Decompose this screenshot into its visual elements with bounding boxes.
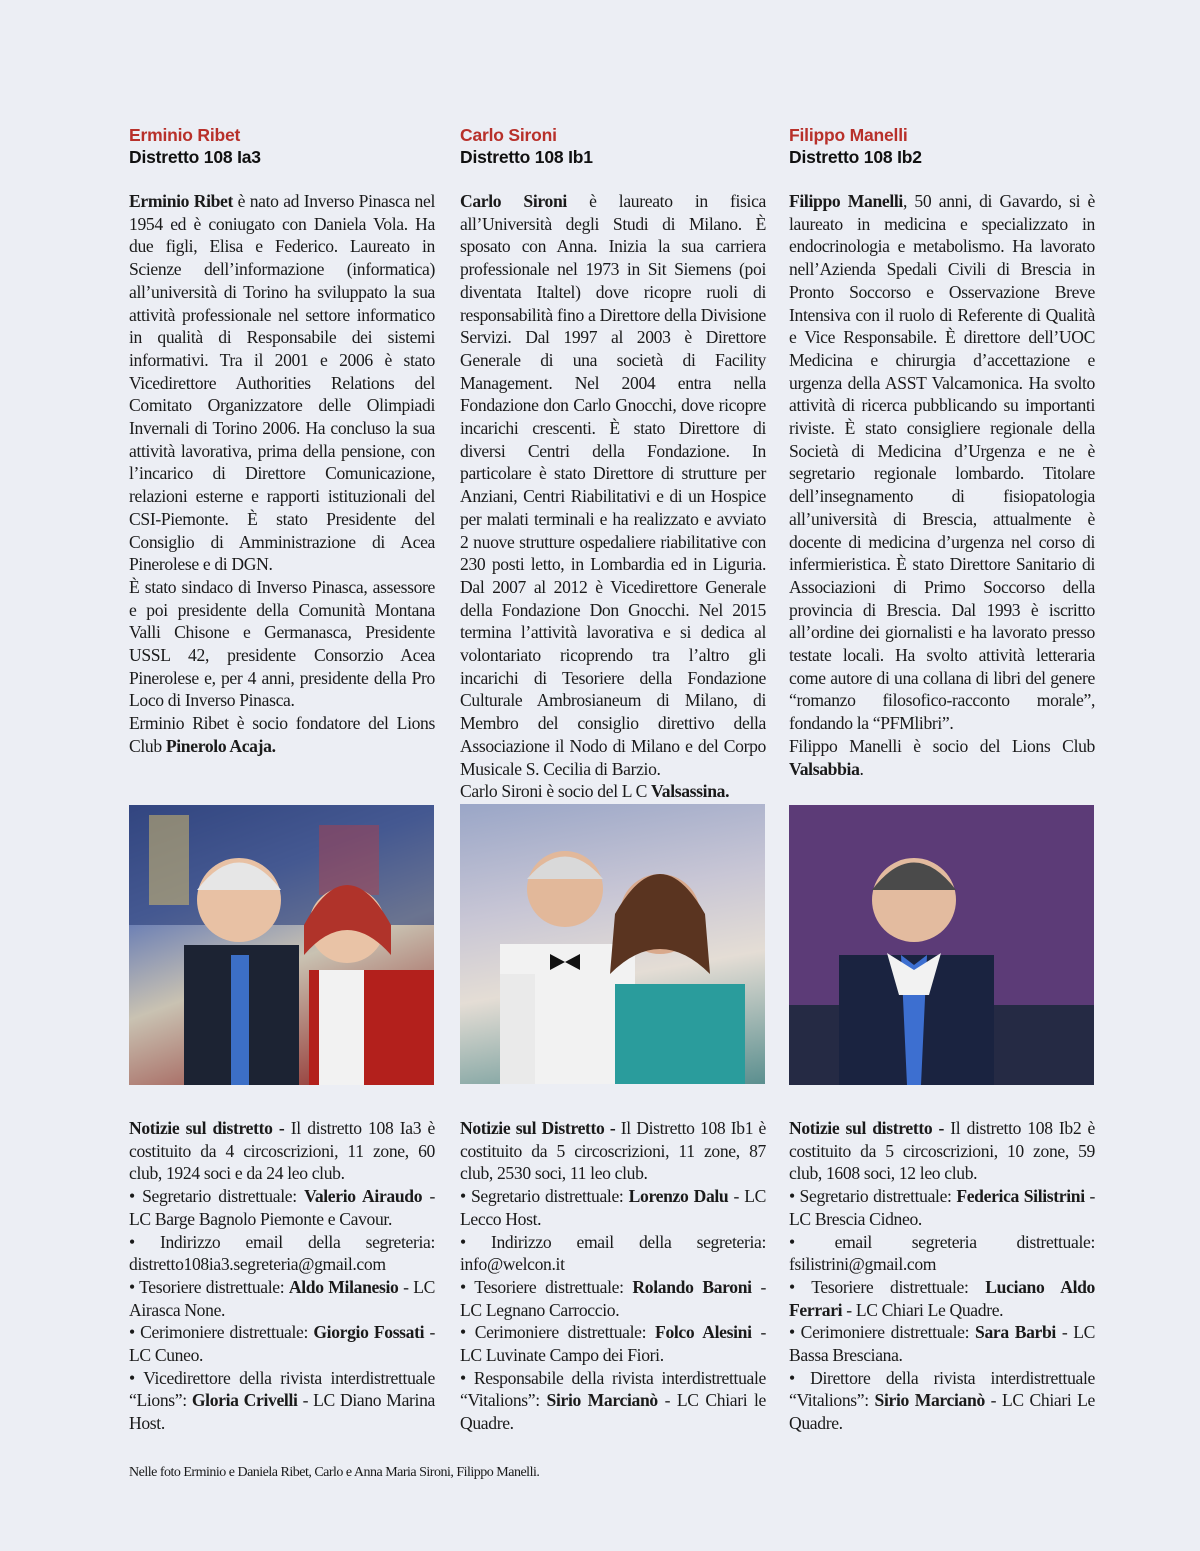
treasurer-label: • Tesoriere distrettuale: — [460, 1276, 633, 1297]
ceremony-label: • Cerimoniere distrettuale: — [460, 1322, 656, 1343]
district-notes-ia3 — [129, 1117, 435, 1435]
secretary-email: • email segreteria distrettuale: fsilistrini@gmail.com — [789, 1231, 1095, 1275]
notes-text: Il Distretto 108 Ib1 è costituito da 5 circoscrizioni, 11 zone, 87 club, 2530 soci, 11 leo club. — [460, 1118, 766, 1184]
magazine-label: • Responsabile della rivista interdistrettuale “Vitalions”: — [460, 1367, 766, 1411]
bio-club-pre: Erminio Ribet è socio fondatore del Lions Club — [129, 713, 435, 756]
magazine-label: • Vicedirettore della rivista interdistrettuale “Lions”: — [129, 1367, 435, 1411]
district-notes-ib2 — [789, 1117, 1095, 1435]
treasurer-label: • Tesoriere distrettuale: — [789, 1276, 986, 1297]
secretary-name: Lorenzo Dalu — [628, 1186, 729, 1207]
photo-illustration — [789, 805, 1094, 1085]
secretary-email: • Indirizzo email della segreteria: info@welcon.it — [460, 1231, 766, 1275]
bio-club-post: . — [859, 758, 864, 779]
notes-lead: Notizie sul distretto - — [789, 1118, 951, 1138]
biography — [789, 190, 1095, 780]
district-title: Distretto 108 Ib2 — [789, 147, 922, 167]
ceremony-club: - LC Cuneo. — [129, 1322, 436, 1366]
photo-carlo-anna-maria-sironi — [460, 804, 765, 1084]
person-name: Erminio Ribet — [129, 125, 241, 145]
notes-lead: Notizie sul Distretto - — [460, 1118, 621, 1138]
notes-text: Il distretto 108 Ib2 è costituito da 5 circoscrizioni, 10 zone, 59 club, 1608 soci, 12 leo club. — [789, 1118, 1095, 1184]
bio-text-2: È stato sindaco di Inverso Pinasca, assessore e poi presidente della Comunità Montana Valli Chisone e Germanasca, Presidente USSL 42, presidente Consorzio Acea Pinerolese e, per 4 anni, presidente della Pro Loco di Inverso Pinasca. — [129, 576, 435, 711]
photo-erminio-daniela-ribet — [129, 805, 434, 1085]
secretary-name: Federica Silistrini — [956, 1186, 1085, 1207]
bio-club: Pinerolo Acaja. — [165, 735, 276, 756]
secretary-label: • Segretario distrettuale: — [460, 1186, 629, 1207]
secretary-name: Valerio Airaudo — [304, 1186, 423, 1207]
treasurer-club: - LC Chiari Le Quadre. — [842, 1299, 1004, 1320]
district-title: Distretto 108 Ib1 — [460, 147, 593, 167]
secretary-club: - LC Brescia Cidneo. — [789, 1186, 1095, 1229]
secretary-club: - LC Lecco Host. — [460, 1186, 766, 1229]
bio-text: è laureato in fisica all’Università degli Studi di Milano. È sposato con Anna. Inizia la sua carriera professionale nel 1973 in Sit Siemens (poi diventata Italtel) dove ricopre ruoli di responsabilità fino a Direttore della Divisione Servizi. Dal 1997 al 2003 è Direttore Generale di una società di Facility Management. Nel 2004 entra nella Fondazione don Carlo Gnocchi, dove ricopre incarichi crescenti. È stato Direttore di diversi Centri della Fondazione. In particolare è stato Direttore di strutture per Anziani, Centri Riabilitativi e di un Hospice per malati terminali e ha realizzato e avviato 2 nuove strutture ospedaliere riabilitative con 230 posti letto, in Lombardia ed in Liguria. Dal 2007 al 2012 è Vicedirettore Generale della Fondazione Don Gnocchi. Nel 2015 termina l’attività lavorativa e si dedica al volontariato ricoprendo tra l’altro gli incarichi di Tesoriere della Fondazione Culturale Ambrosianeum di Milano, di Membro del consiglio direttivo della Associazione il Nodo di Milano e del Corpo Musicale S. Cecilia di Barzio. — [460, 191, 766, 779]
column-erminio-ribet — [129, 124, 435, 758]
biography — [460, 190, 766, 803]
notes-text: Il distretto 108 Ia3 è costituito da 4 circoscrizioni, 11 zone, 60 club, 1924 soci e da 24 leo club. — [129, 1118, 435, 1184]
treasurer-label: • Tesoriere distrettuale: — [129, 1276, 289, 1297]
district-notes-ib1 — [460, 1117, 766, 1435]
ceremony-name: Folco Alesini — [655, 1322, 752, 1343]
magazine-club: - LC Chiari le Quadre. — [460, 1390, 767, 1434]
secretary-club: - LC Barge Bagnolo Piemonte e Cavour. — [129, 1186, 435, 1229]
column-carlo-sironi — [460, 124, 766, 803]
treasurer-name: Rolando Baroni — [632, 1276, 752, 1297]
bio-text: è nato ad Inverso Pinasca nel 1954 ed è coniugato con Daniela Vola. Ha due figli, Elisa e Federico. Laureato in Scienze dell’informazione (informatica) all’università di Torino ha sviluppato la sua attività professionale nel settore informatico in qualità di Responsabile dei sistemi informativi. Tra il 2001 e 2006 è stato Vicedirettore Authorities Relations del Comitato Organizzatore delle Olimpiadi Invernali di Torino 2006. Ha concluso la sua attività lavorativa, prima della pensione, con l’incarico di Direttore Comunicazione, relazioni esterne e rapporti istituzionali del CSI-Piemonte. È stato Presidente del Consiglio di Amministrazione di Acea Pinerolese e di DGN. — [129, 191, 435, 575]
bio-lead: Erminio Ribet — [129, 191, 234, 211]
biography — [129, 190, 435, 758]
secretary-label: • Segretario distrettuale: — [789, 1186, 957, 1207]
bio-lead: Carlo Sironi — [460, 191, 567, 211]
magazine-label: • Direttore della rivista interdistrettuale “Vitalions”: — [789, 1367, 1095, 1411]
photo-filippo-manelli — [789, 805, 1094, 1085]
bio-lead: Filippo Manelli — [789, 191, 903, 211]
magazine-name: Sirio Marcianò — [874, 1390, 985, 1411]
photo-caption: Nelle foto Erminio e Daniela Ribet, Carlo e Anna Maria Sironi, Filippo Manelli. — [129, 1465, 540, 1480]
magazine-name: Sirio Marcianò — [546, 1390, 658, 1411]
bio-club-pre: Carlo Sironi è socio del L C — [460, 781, 652, 802]
secretary-email: • Indirizzo email della segreteria: distretto108ia3.segreteria@gmail.com — [129, 1231, 435, 1275]
secretary-label: • Segretario distrettuale: — [129, 1186, 305, 1207]
treasurer-name: Aldo Milanesio — [288, 1276, 399, 1297]
treasurer-club: - LC Airasca None. — [129, 1276, 436, 1320]
treasurer-club: - LC Legnano Carroccio. — [460, 1276, 767, 1320]
photo-illustration — [129, 805, 434, 1085]
ceremony-label: • Cerimoniere distrettuale: — [129, 1322, 314, 1343]
ceremony-name: Giorgio Fossati — [313, 1322, 425, 1343]
bio-text: , 50 anni, di Gavardo, si è laureato in medicina e specializzato in endocrinologia e metabolismo. Ha lavorato nell’Azienda Spedali Civili di Brescia in Pronto Soccorso e Osservazione Breve Intensiva con il ruolo di Referente di Qualità e Vice Responsabile. È direttore dell’UOC Medicina e chirurgia d’accettazione e urgenza della ASST Valcamonica. Ha svolto attività di ricerca pubblicando su importanti riviste. È stato consigliere regionale della Società di Medicina d’Urgenza e ne è segretario regionale lombardo. Titolare dell’insegnamento di fisiopatologia all’università di Brescia, attualmente è docente di medicina d’urgenza nel corso di infermieristica. È stato Direttore Sanitario di Associazioni di Primo Soccorso della provincia di Brescia. Dal 1993 è iscritto all’ordine dei giornalisti e ha lavorato presso testate locali. Ha svolto attività letteraria come autore di una collana di libri del genere “romanzo filosofico-racconto morale”, fondando la “PFMlibri”. — [789, 191, 1096, 734]
ceremony-name: Sara Barbi — [975, 1322, 1056, 1343]
ceremony-club: - LC Bassa Bresciana. — [789, 1322, 1096, 1366]
notes-lead: Notizie sul distretto - — [129, 1118, 291, 1138]
treasurer-name: Luciano Aldo Ferrari — [789, 1276, 1095, 1320]
magazine-club: - LC Chiari Le Quadre. — [789, 1390, 1095, 1434]
person-name: Carlo Sironi — [460, 125, 557, 145]
bio-club: Valsabbia — [789, 758, 860, 779]
magazine-club: - LC Diano Marina Host. — [129, 1390, 436, 1434]
ceremony-label: • Cerimoniere distrettuale: — [789, 1322, 976, 1343]
bio-club: Valsassina. — [651, 781, 730, 802]
bio-club-pre: Filippo Manelli è socio del Lions Club — [789, 735, 1095, 756]
person-name: Filippo Manelli — [789, 125, 908, 145]
photo-illustration — [460, 804, 765, 1084]
ceremony-club: - LC Luvinate Campo dei Fiori. — [460, 1322, 766, 1366]
district-title: Distretto 108 Ia3 — [129, 147, 261, 167]
column-filippo-manelli — [789, 124, 1095, 780]
magazine-name: Gloria Crivelli — [191, 1390, 298, 1411]
